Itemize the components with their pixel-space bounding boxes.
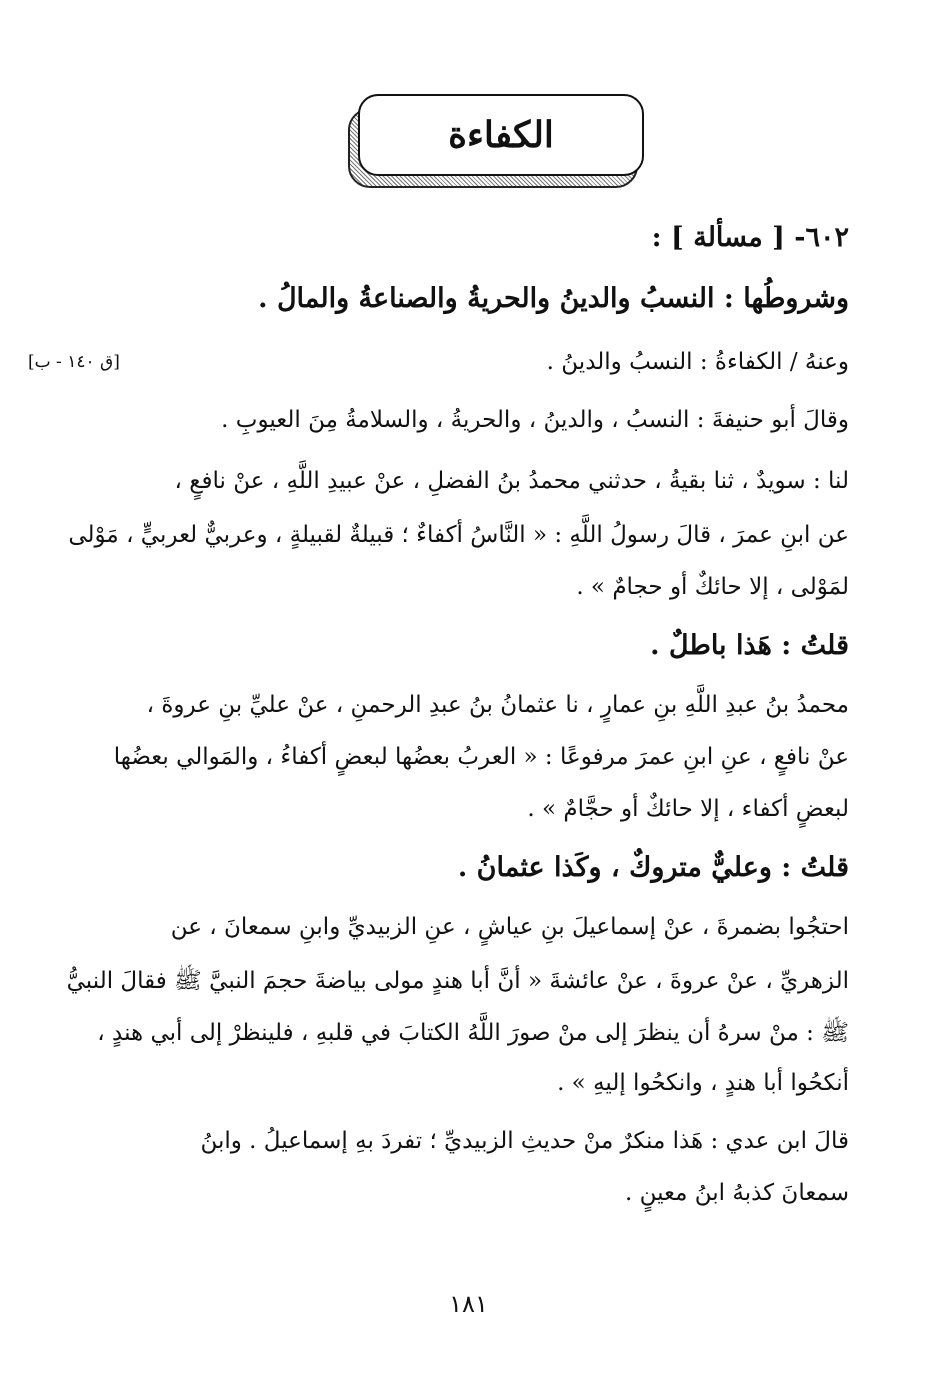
text-line: وقالَ أبو حنيفةَ : النسبُ ، والدينُ ، والحريةُ ، والسلامةُ مِنَ العيوبِ . [221,407,849,433]
text-line: احتجُوا بضمرةَ ، عنْ إسماعيلَ بنِ عياشٍ ، عنِ الزبيديِّ وابنِ سمعانَ ، عن [170,914,849,940]
text-line: أنكحُوا أبا هندٍ ، وانكحُوا إليهِ » . [557,1070,849,1096]
page-number: ١٨١ [449,1290,488,1318]
issue-heading: ٦٠٢- [ مسألة ] : [651,222,849,253]
chapter-title-frame [348,94,646,186]
text-line: قلتُ : هَذا باطلٌ . [650,630,849,661]
text-line: وعنهُ / الكفاءةُ : النسبُ والدينُ . [546,349,849,375]
text-line: عن ابنِ عمرَ ، قالَ رسولُ اللَّهِ : « النَّاسُ أكفاءٌ ؛ قبيلةٌ لقبيلةٍ ، وعربيٌّ لعربيٍّ ، مَوْلى [68,522,849,548]
text-line: سمعانَ كذبهُ ابنُ معينٍ . [624,1180,849,1206]
chapter-title: الكفاءة [358,94,644,176]
text-line: محمدُ بنُ عبدِ اللَّهِ بنِ عمارٍ ، نا عثمانُ بنُ عبدِ الرحمنِ ، عنْ عليِّ بنِ عروةَ ، [146,692,849,718]
text-line: الزهريِّ ، عنْ عروةَ ، عنْ عائشةَ « أنَّ أبا هندٍ مولى بياضةَ حجمَ النبيَّ ﷺ فقالَ النبيُّ [66,968,849,994]
text-line: قلتُ : وعليٌّ متروكٌ ، وكَذا عثمانُ . [457,852,849,883]
text-line: لنا : سويدٌ ، ثنا بقيةُ ، حدثني محمدُ بنُ الفضلِ ، عنْ عبيدِ اللَّهِ ، عنْ نافعٍ ، [174,468,849,494]
text-line: لمَوْلى ، إلا حائكٌ أو حجامٌ » . [576,574,849,600]
manuscript-folio-note: [ق ١٤٠ - ب] [28,352,120,372]
text-line: ﷺ : منْ سرهُ أن ينظرَ إلى منْ صورَ اللَّهُ الكتابَ في قلبهِ ، فلينظرْ إلى أبي هندٍ ، [97,1020,849,1046]
text-line: وشروطُها : النسبُ والدينُ والحريةُ والصناعةُ والمالُ . [258,283,849,314]
text-line: لبعضٍ أكفاء ، إلا حائكٌ أو حجَّامٌ » . [527,796,849,822]
text-line: عنْ نافعٍ ، عنِ ابنِ عمرَ مرفوعًا : « العربُ بعضُها لبعضٍ أكفاءُ ، والمَوالي بعضُها [113,744,849,770]
text-line: قالَ ابن عدي : هَذا منكرٌ منْ حديثِ الزبيديِّ ؛ تفردَ بهِ إسماعيلُ . وابنُ [200,1128,849,1154]
